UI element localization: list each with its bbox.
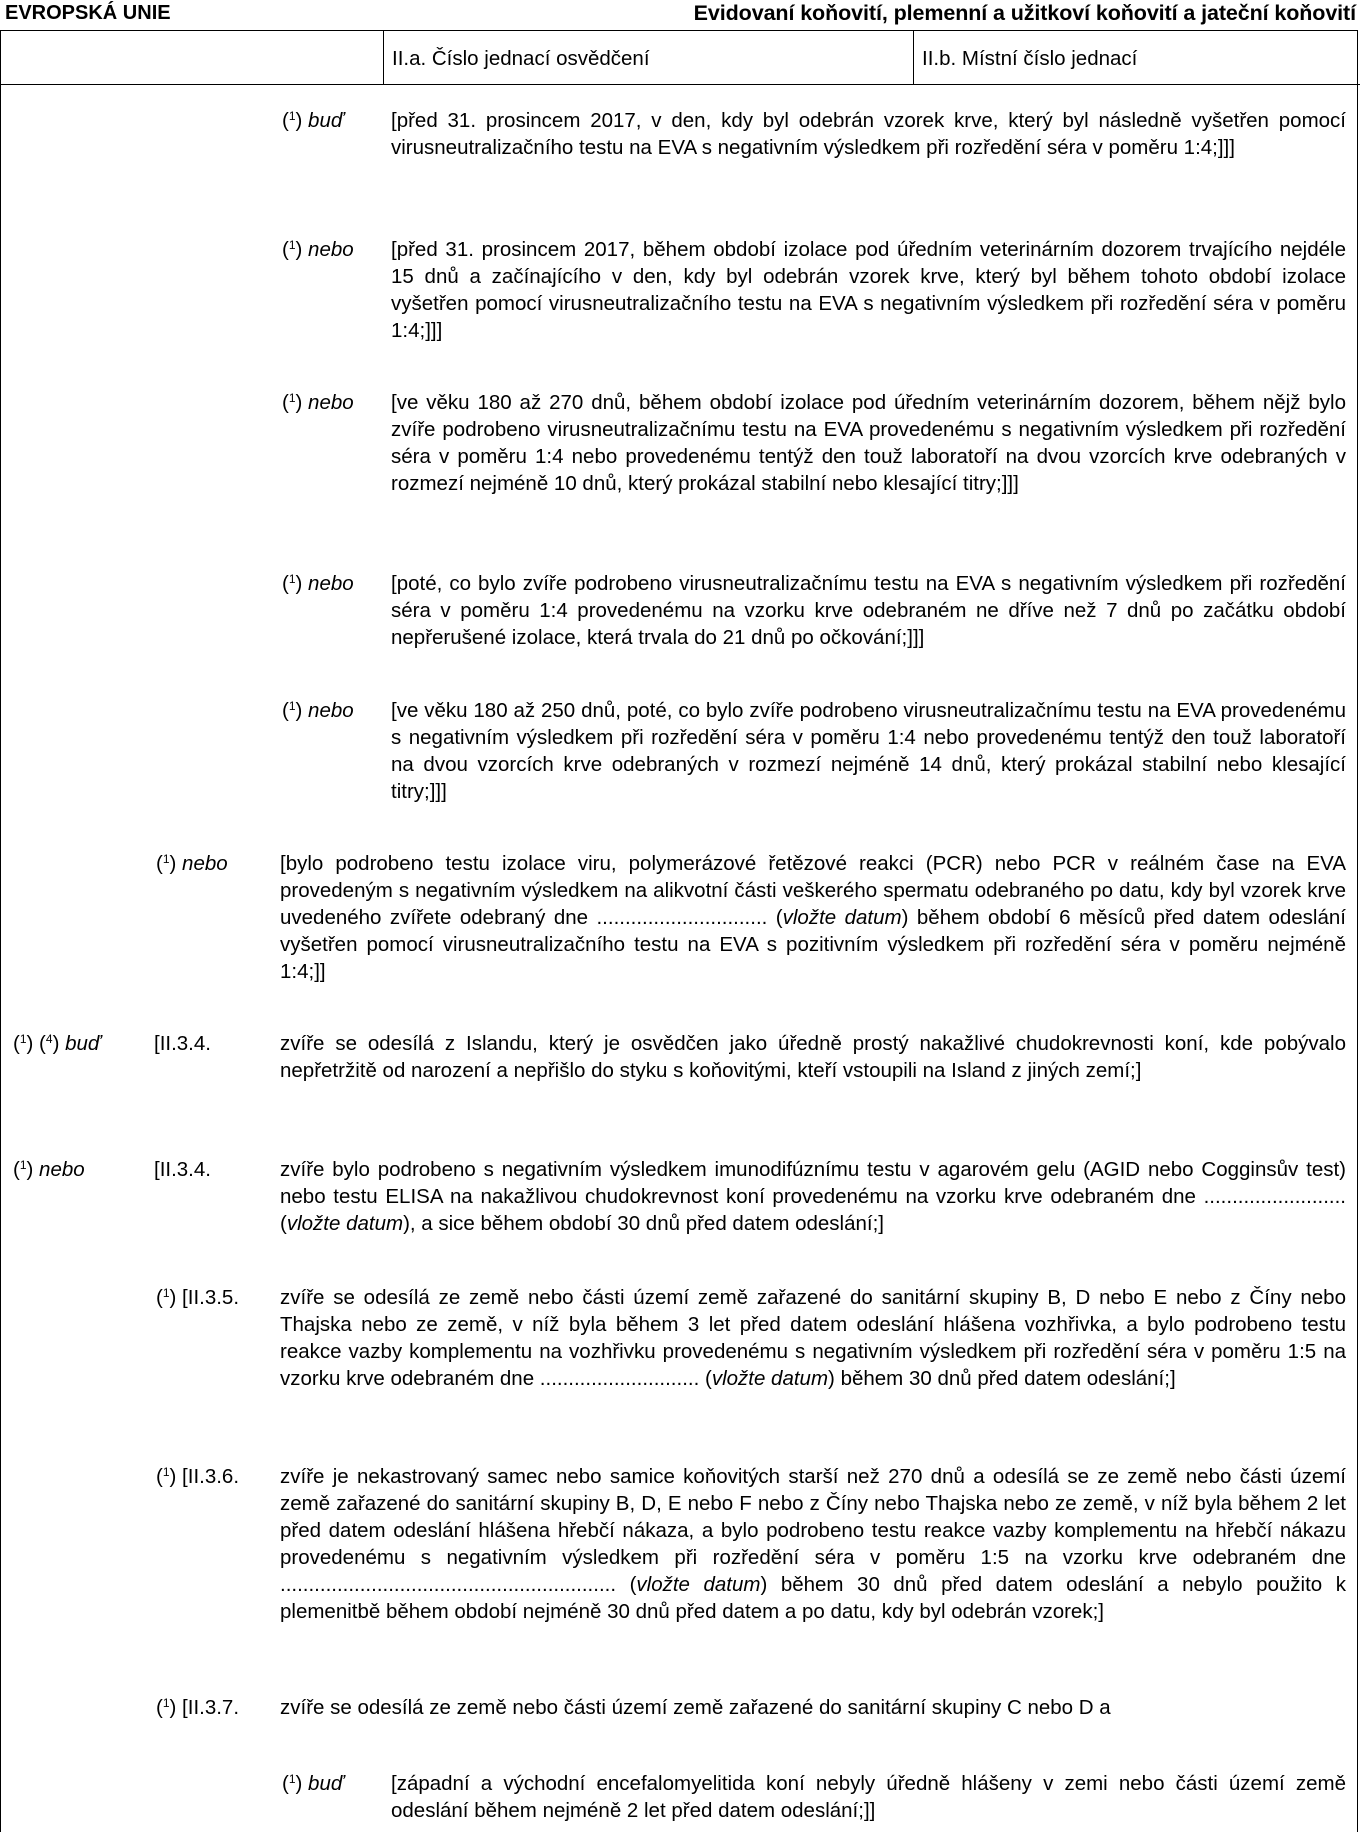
paragraph-option-label: ($^1$) buď	[282, 109, 344, 132]
paragraph-text: [ve věku 180 až 270 dnů, během období izolace pod úředním veterinárním dozorem, během nějž bylo zvíře podrobeno virusneutralizačnímu testu na EVA provedenému s negativním výsledkem při rozředění séra v poměru 1:4 nebo provedenému tentýž den touž laboratoří na dvou vzorcích krve odebraných v rozmezí nejméně 10 dnů, který prokázal stabilní nebo klesající titry;]]]	[391, 391, 1346, 495]
paragraph-option-label: ($^1$) nebo	[282, 699, 354, 722]
paragraph-option-label: ($^1$) nebo	[282, 238, 354, 261]
paragraph-text: [před 31. prosincem 2017, v den, kdy byl odebrán vzorek krve, který byl následně vyšetřen pomocí virusneutralizačního testu na EVA s negativním výsledkem při rozředění séra v poměru 1:4;]]]	[391, 109, 1346, 159]
paragraph-text: zvíře se odesílá ze země nebo části území země zařazené do sanitární skupiny C nebo D a	[280, 1696, 1111, 1719]
paragraph-option-label: ($^1$) nebo	[282, 572, 354, 595]
paragraph-reference-number: [II.3.4.	[154, 1158, 211, 1181]
local-reference-number-box: II.b. Místní číslo jednací	[922, 47, 1138, 70]
paragraph-text: zvíře se odesílá ze země nebo části území země zařazené do sanitární skupiny B, D nebo E nebo z Číny nebo Thajska nebo ze země, v níž byla během 3 let před datem odeslání hlášena vozhřivka, a bylo podrobeno testu reakce vazby komplementu na vozhřivku provedenému s negativním výsledkem při rozředění séra v poměru 1:5 na vzorku krve odebraném dne ............................ (vložte datum) během 30 dnů před datem odeslání;]	[280, 1286, 1346, 1390]
paragraph-text: [západní a východní encefalomyelitida koní nebyly úředně hlášeny v zemi nebo části území země odeslání během nejméně 2 let před datem odeslání;]]	[391, 1772, 1346, 1822]
paragraph-option-label: ($^1$) nebo	[282, 391, 354, 414]
paragraph-text: [ve věku 180 až 250 dnů, poté, co bylo zvíře podrobeno virusneutralizačnímu testu na EVA provedenému s negativním výsledkem při rozředění séra v poměru 1:4 nebo provedenému tentýž den touž laboratoří na dvou vzorcích krve odebraných v rozmezí nejméně 14 dnů, který prokázal stabilní nebo klesající titry;]]]	[391, 699, 1346, 803]
header-certificate-title: Evidovaní koňovití, plemenní a užitkoví koňovití a jateční koňovití	[693, 1, 1356, 25]
paragraph-option-label: ($^1$) nebo	[156, 852, 228, 875]
paragraph-option-label: ($^1$) [II.3.5.	[156, 1286, 240, 1309]
paragraph-option-label: ($^1$) [II.3.7.	[156, 1696, 240, 1719]
paragraph-option-label: ($^1$) ($^4$) buď	[13, 1032, 101, 1055]
paragraph-text: [poté, co bylo zvíře podrobeno virusneutralizačnímu testu na EVA s negativním výsledkem při rozředění séra v poměru 1:4 provedenému na vzorku krve odebraném ne dříve než 7 dnů po začátku období nepřerušené izolace, která trvala do 21 dnů po očkování;]]]	[391, 572, 1346, 649]
paragraph-option-label: ($^1$) nebo	[13, 1158, 85, 1181]
paragraph-text: zvíře se odesílá z Islandu, který je osvědčen jako úředně prostý nakažlivé chudokrevnosti koní, kde pobývalo nepřetržitě od narození a nepřišlo do styku s koňovitými, kteří vstoupili na Island z jiných zemí;]	[280, 1032, 1346, 1082]
paragraph-option-label: ($^1$) buď	[282, 1772, 344, 1795]
paragraph-text: zvíře bylo podrobeno s negativním výsledkem imunodifúznímu testu v agarovém gelu (AGID nebo Cogginsův test) nebo testu ELISA na nakažlivou chudokrevnost koní provedenému na vzorku krve odebraném dne ......................... (vložte datum), a sice během období 30 dnů před datem odeslání;]	[280, 1158, 1346, 1235]
reference-box-bottom-border	[0, 84, 1360, 85]
paragraph-text: [před 31. prosincem 2017, během období izolace pod úředním veterinárním dozorem trvajícího nejdéle 15 dnů a začínajícího v den, kdy byl odebrán vzorek krve, který byl během tohoto období izolace vyšetřen pomocí virusneutralizačního testu na EVA s negativním výsledkem při rozředění séra v poměru 1:4;]]]	[391, 238, 1346, 342]
reference-box-divider-right	[913, 30, 914, 84]
reference-box-divider-left	[383, 30, 384, 84]
certificate-reference-number-box: II.a. Číslo jednací osvědčení	[392, 47, 650, 70]
paragraph-text: [bylo podrobeno testu izolace viru, polymerázové řetězové reakci (PCR) nebo PCR v reálném čase na EVA provedeným s negativním výsledkem na alikvotní části veškerého spermatu odebraného po datu, kdy byl vzorek krve uvedeného zvířete odebraný dne .............................. (vložte datum) během období 6 měsíců před datem odeslání vyšetřen pomocí virusneutralizačního testu na EVA s pozitivním výsledkem při rozředění séra v poměru nejméně 1:4;]]	[280, 852, 1346, 983]
paragraph-text: zvíře je nekastrovaný samec nebo samice koňovitých starší než 270 dnů a odesílá se ze země nebo části území země zařazené do sanitární skupiny B, D, E nebo F nebo z Číny nebo Thajska nebo ze země, v níž byla během 2 let před datem odeslání hlášena hřebčí nákaza, a bylo podrobeno testu reakce vazby komplementu na hřebčí nákazu provedenému s negativním výsledkem při rozředění séra v poměru 1:5 na vzorku krve odebraném dne ........................................................... (vložte datum) během 30 dnů před datem odeslání a nebylo použito k plemenitbě během období nejméně 30 dnů před datem a po datu, kdy byl odebrán vzorek;]	[280, 1465, 1346, 1623]
paragraph-reference-number: [II.3.4.	[154, 1032, 211, 1055]
header-union-label: EVROPSKÁ UNIE	[5, 2, 171, 24]
paragraph-option-label: ($^1$) [II.3.6.	[156, 1465, 240, 1488]
